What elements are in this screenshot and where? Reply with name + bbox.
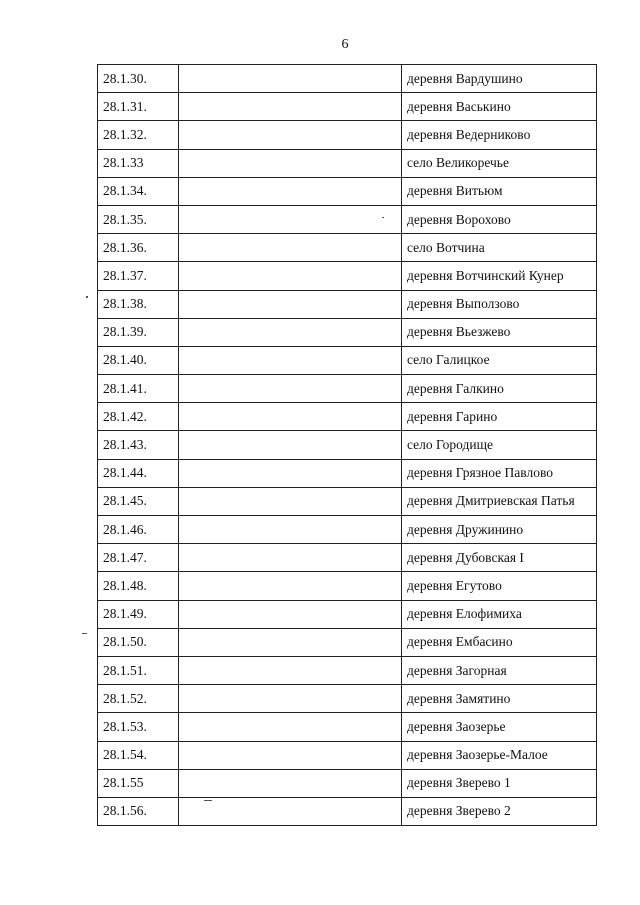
table-row bbox=[98, 431, 597, 459]
row-number-cell: 28.1.56. bbox=[98, 797, 179, 825]
settlement-name-cell: деревня Замятино bbox=[402, 685, 597, 713]
table-row bbox=[98, 544, 597, 572]
table-row bbox=[98, 346, 597, 374]
empty-cell bbox=[179, 487, 402, 515]
empty-cell bbox=[179, 403, 402, 431]
settlements-table bbox=[97, 64, 597, 826]
table-row bbox=[98, 459, 597, 487]
row-number-cell: 28.1.53. bbox=[98, 713, 179, 741]
row-number-cell: 28.1.47. bbox=[98, 544, 179, 572]
settlement-name-cell: деревня Вьезжево bbox=[402, 318, 597, 346]
empty-cell bbox=[179, 205, 402, 233]
table-row bbox=[98, 262, 597, 290]
row-number-cell: 28.1.41. bbox=[98, 375, 179, 403]
settlement-name-cell: село Городище bbox=[402, 431, 597, 459]
settlement-name-cell: деревня Загорная bbox=[402, 656, 597, 684]
empty-cell bbox=[179, 65, 402, 93]
row-number-cell: 28.1.35. bbox=[98, 205, 179, 233]
row-number-cell: 28.1.34. bbox=[98, 177, 179, 205]
empty-cell bbox=[179, 685, 402, 713]
table-row bbox=[98, 93, 597, 121]
settlement-name-cell: деревня Елофимиха bbox=[402, 600, 597, 628]
row-number-cell: 28.1.52. bbox=[98, 685, 179, 713]
scan-speck bbox=[382, 217, 384, 218]
row-number-cell: 28.1.46. bbox=[98, 516, 179, 544]
row-number-cell: 28.1.50. bbox=[98, 628, 179, 656]
table-row bbox=[98, 685, 597, 713]
row-number-cell: 28.1.55 bbox=[98, 769, 179, 797]
empty-cell bbox=[179, 516, 402, 544]
row-number-cell: 28.1.54. bbox=[98, 741, 179, 769]
settlement-name-cell: деревня Зверево 1 bbox=[402, 769, 597, 797]
table-row bbox=[98, 769, 597, 797]
empty-cell bbox=[179, 459, 402, 487]
empty-cell bbox=[179, 544, 402, 572]
settlement-name-cell: деревня Заозерье-Малое bbox=[402, 741, 597, 769]
settlement-name-cell: деревня Гарино bbox=[402, 403, 597, 431]
empty-cell bbox=[179, 713, 402, 741]
row-number-cell: 28.1.44. bbox=[98, 459, 179, 487]
empty-cell bbox=[179, 741, 402, 769]
settlement-name-cell: деревня Витьюм bbox=[402, 177, 597, 205]
empty-cell bbox=[179, 290, 402, 318]
settlement-name-cell: село Вотчина bbox=[402, 234, 597, 262]
table-row bbox=[98, 234, 597, 262]
empty-cell bbox=[179, 177, 402, 205]
scan-speck bbox=[204, 800, 212, 801]
row-number-cell: 28.1.32. bbox=[98, 121, 179, 149]
table-row bbox=[98, 656, 597, 684]
empty-cell bbox=[179, 769, 402, 797]
table-row bbox=[98, 149, 597, 177]
empty-cell bbox=[179, 121, 402, 149]
settlement-name-cell: деревня Егутово bbox=[402, 572, 597, 600]
table-row bbox=[98, 487, 597, 515]
settlement-name-cell: село Великоречье bbox=[402, 149, 597, 177]
empty-cell bbox=[179, 346, 402, 374]
row-number-cell: 28.1.51. bbox=[98, 656, 179, 684]
row-number-cell: 28.1.33 bbox=[98, 149, 179, 177]
table-row bbox=[98, 403, 597, 431]
empty-cell bbox=[179, 797, 402, 825]
empty-cell bbox=[179, 600, 402, 628]
table-row bbox=[98, 741, 597, 769]
scan-speck bbox=[82, 633, 87, 634]
settlement-name-cell: деревня Ембасино bbox=[402, 628, 597, 656]
scan-speck bbox=[86, 296, 88, 298]
row-number-cell: 28.1.40. bbox=[98, 346, 179, 374]
empty-cell bbox=[179, 572, 402, 600]
row-number-cell: 28.1.48. bbox=[98, 572, 179, 600]
settlement-name-cell: деревня Дубовская I bbox=[402, 544, 597, 572]
empty-cell bbox=[179, 234, 402, 262]
row-number-cell: 28.1.36. bbox=[98, 234, 179, 262]
settlement-name-cell: деревня Грязное Павлово bbox=[402, 459, 597, 487]
settlement-name-cell: село Галицкое bbox=[402, 346, 597, 374]
table-row bbox=[98, 713, 597, 741]
settlement-name-cell: деревня Заозерье bbox=[402, 713, 597, 741]
empty-cell bbox=[179, 262, 402, 290]
settlement-name-cell: деревня Галкино bbox=[402, 375, 597, 403]
row-number-cell: 28.1.45. bbox=[98, 487, 179, 515]
table-row bbox=[98, 375, 597, 403]
empty-cell bbox=[179, 93, 402, 121]
table-row bbox=[98, 177, 597, 205]
empty-cell bbox=[179, 375, 402, 403]
row-number-cell: 28.1.42. bbox=[98, 403, 179, 431]
page-number: 6 bbox=[341, 37, 349, 52]
table-row bbox=[98, 290, 597, 318]
empty-cell bbox=[179, 656, 402, 684]
table-row bbox=[98, 516, 597, 544]
row-number-cell: 28.1.39. bbox=[98, 318, 179, 346]
settlement-name-cell: деревня Дмитриевская Патья bbox=[402, 487, 597, 515]
table-row bbox=[98, 205, 597, 233]
row-number-cell: 28.1.43. bbox=[98, 431, 179, 459]
settlement-name-cell: деревня Васькино bbox=[402, 93, 597, 121]
settlement-name-cell: деревня Вардушино bbox=[402, 65, 597, 93]
empty-cell bbox=[179, 149, 402, 177]
empty-cell bbox=[179, 318, 402, 346]
table-row bbox=[98, 65, 597, 93]
settlement-name-cell: деревня Выползово bbox=[402, 290, 597, 318]
empty-cell bbox=[179, 628, 402, 656]
row-number-cell: 28.1.31. bbox=[98, 93, 179, 121]
settlement-name-cell: деревня Ведерниково bbox=[402, 121, 597, 149]
settlement-name-cell: деревня Вотчинский Кунер bbox=[402, 262, 597, 290]
table-row bbox=[98, 121, 597, 149]
row-number-cell: 28.1.37. bbox=[98, 262, 179, 290]
row-number-cell: 28.1.38. bbox=[98, 290, 179, 318]
row-number-cell: 28.1.30. bbox=[98, 65, 179, 93]
settlement-name-cell: деревня Дружинино bbox=[402, 516, 597, 544]
table-row bbox=[98, 600, 597, 628]
empty-cell bbox=[179, 431, 402, 459]
table-row bbox=[98, 797, 597, 825]
row-number-cell: 28.1.49. bbox=[98, 600, 179, 628]
table-row bbox=[98, 628, 597, 656]
settlement-name-cell: деревня Ворохово bbox=[402, 205, 597, 233]
table-row bbox=[98, 318, 597, 346]
settlement-name-cell: деревня Зверево 2 bbox=[402, 797, 597, 825]
settlements-table-body bbox=[98, 65, 597, 826]
table-row bbox=[98, 572, 597, 600]
